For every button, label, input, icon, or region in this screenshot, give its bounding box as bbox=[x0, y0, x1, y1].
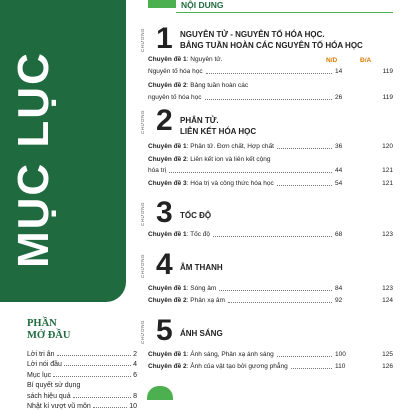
chapter-title: PHÂN TỬ. LIÊN KẾT HÓA HỌC bbox=[180, 115, 256, 137]
toc-banner bbox=[0, 0, 126, 302]
chapter-number: 1 bbox=[156, 24, 173, 54]
topic-row[interactable]: Chuyên đề 1: Phân tử. Đơn chất, Hợp chất 36 120 bbox=[148, 143, 393, 151]
intro-item: Mục lục 6 bbox=[27, 368, 137, 379]
intro-item: sách hiệu quả 8 bbox=[27, 389, 137, 400]
topic-row[interactable]: Chuyên đề 1: Nguyên tử. Nguyên tố hóa học 14 119 bbox=[148, 56, 393, 76]
next-section-tab bbox=[147, 386, 173, 400]
intro-list bbox=[27, 347, 137, 410]
chapter-title: NGUYÊN TỬ - NGUYÊN TỐ HÓA HỌC. BẢNG TUẦN HOÀN CÁC NGUYÊN TỐ HÓA HỌC bbox=[180, 29, 363, 51]
intro-item: Bí quyết sử dụng bbox=[27, 379, 137, 390]
topic-row[interactable]: Chuyên đề 2: Liên kết ion và liên kết cộng hóa trị 44 121 bbox=[148, 156, 393, 175]
chapter-number: 3 bbox=[156, 198, 173, 228]
intro-heading: PHẦN MỞ ĐẦU bbox=[27, 318, 70, 342]
intro-item: Lời nói đầu 4 bbox=[27, 358, 137, 369]
chapter-title: ÁNH SÁNG bbox=[180, 328, 223, 339]
chapter-title: ÂM THANH bbox=[180, 262, 223, 273]
chapter-number: 5 bbox=[156, 316, 173, 346]
topic-row[interactable]: Chuyên đề 1: Sóng âm 84 123 bbox=[148, 285, 393, 293]
topic-row[interactable]: Chuyên đề 3: Hóa trị và công thức hóa học 54 121 bbox=[148, 180, 393, 188]
content-heading: NỘI DUNG bbox=[181, 0, 224, 10]
chapter-label: CHƯƠNG bbox=[140, 320, 145, 344]
header-divider bbox=[176, 12, 393, 13]
topic-row[interactable]: Chuyên đề 1: Ánh sáng, Phản xạ ánh sáng 100 125 bbox=[148, 351, 393, 359]
topic-row[interactable]: Chuyên đề 2: Bảng tuần hoàn các nguyên tố hóa học 26 119 bbox=[148, 82, 393, 102]
topic-row[interactable]: Chuyên đề 1: Tốc độ 68 123 bbox=[148, 231, 393, 239]
chapter-label: CHƯƠNG bbox=[140, 110, 145, 134]
topic-row[interactable]: Chuyên đề 2: Ảnh của vật tạo bởi gương phẳng 110 126 bbox=[148, 363, 393, 371]
chapter-title: TỐC ĐỘ bbox=[180, 210, 211, 221]
chapter-number: 2 bbox=[156, 106, 173, 136]
banner-title: MỤC LỤC bbox=[4, 51, 64, 268]
header-tab bbox=[148, 0, 176, 8]
da-header: Đ/A bbox=[360, 57, 371, 64]
chapter-label: CHƯƠNG bbox=[140, 254, 145, 278]
chapter-number: 4 bbox=[156, 250, 173, 280]
chapter-label: CHƯƠNG bbox=[140, 28, 145, 52]
topic-row[interactable]: Chuyên đề 2: Phản xạ âm 92 124 bbox=[148, 297, 393, 305]
chapter-label: CHƯƠNG bbox=[140, 202, 145, 226]
nd-header: N/D bbox=[326, 57, 337, 64]
intro-item: Lời tri ân 2 bbox=[27, 347, 137, 358]
intro-item: Nhật kí vượt vũ môn 10 bbox=[27, 400, 137, 410]
